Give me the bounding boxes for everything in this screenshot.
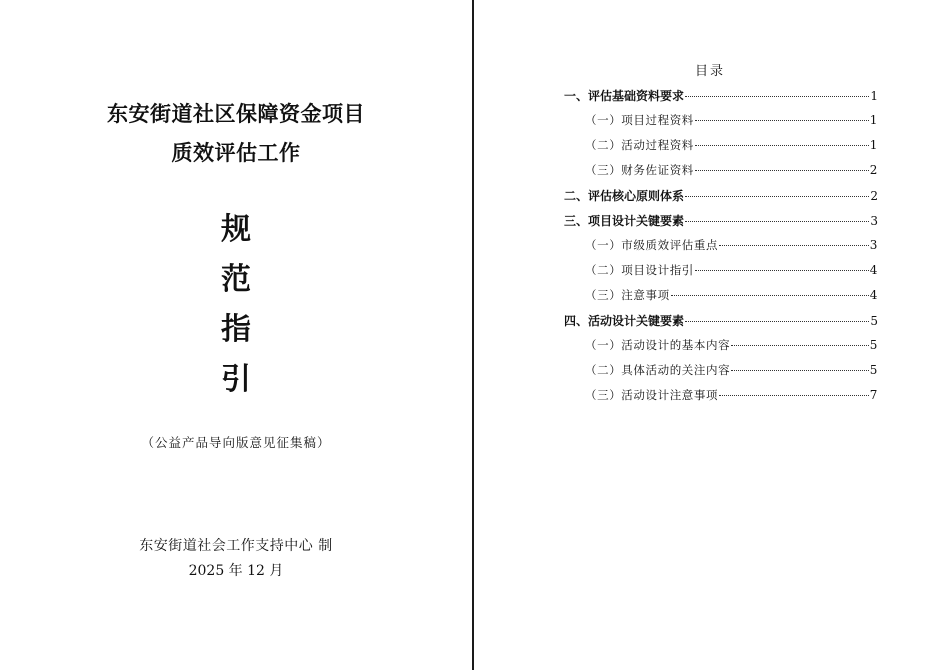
toc-entry-page: 5	[870, 314, 878, 328]
toc-entry-label: （一）活动设计的基本内容	[585, 338, 731, 352]
toc-entry-label: （三）注意事项	[585, 288, 670, 302]
toc-entry-label: （三）活动设计注意事项	[585, 388, 719, 402]
toc-entry[interactable]	[564, 237, 878, 262]
cover-big-char-4: 引	[221, 362, 251, 397]
toc-entry-label: 三、项目设计关键要素	[564, 214, 685, 228]
toc-entry[interactable]	[564, 137, 878, 162]
toc-entry-label: （二）活动过程资料	[585, 138, 694, 152]
toc-page	[474, 0, 946, 670]
toc-leader-dots	[695, 145, 869, 146]
toc-entry[interactable]	[564, 212, 878, 237]
toc-list	[564, 87, 878, 412]
toc-entry-label: （三）财务佐证资料	[585, 163, 694, 177]
toc-entry-page: 2	[869, 163, 878, 177]
toc-leader-dots	[731, 345, 869, 346]
toc-leader-dots	[685, 196, 869, 197]
toc-entry[interactable]	[564, 287, 878, 312]
toc-entry-page: 5	[869, 363, 878, 377]
toc-entry[interactable]	[564, 112, 878, 137]
cover-issuer: 东安街道社会工作支持中心 制	[139, 538, 333, 554]
toc-entry-page: 5	[869, 338, 878, 352]
toc-entry-page: 1	[869, 138, 878, 152]
toc-entry-page: 4	[869, 263, 878, 277]
toc-leader-dots	[671, 295, 869, 296]
toc-leader-dots	[719, 245, 869, 246]
toc-entry-label: （二）具体活动的关注内容	[585, 363, 731, 377]
toc-leader-dots	[685, 321, 869, 322]
cover-page	[0, 0, 472, 670]
toc-leader-dots	[731, 370, 869, 371]
toc-entry-label: （二）项目设计指引	[585, 263, 694, 277]
toc-entry-page: 1	[870, 89, 878, 103]
cover-date: 2025 年 12 月	[188, 563, 284, 579]
toc-leader-dots	[685, 96, 869, 97]
toc-entry-page: 3	[869, 238, 878, 252]
cover-big-char-3: 指	[221, 312, 251, 347]
toc-entry-page: 2	[870, 189, 878, 203]
toc-entry[interactable]	[564, 162, 878, 187]
toc-entry-page: 4	[869, 288, 878, 302]
toc-entry-label: 一、评估基础资料要求	[564, 89, 685, 103]
toc-entry[interactable]	[564, 312, 878, 337]
toc-leader-dots	[695, 270, 869, 271]
cover-big-char-2: 范	[221, 262, 251, 297]
toc-entry-page: 1	[869, 113, 878, 127]
toc-entry-label: （一）市级质效评估重点	[585, 238, 719, 252]
toc-entry-page: 7	[869, 388, 878, 402]
toc-entry-page: 3	[870, 214, 878, 228]
toc-entry[interactable]	[564, 362, 878, 387]
toc-entry-label: （一）项目过程资料	[585, 113, 694, 127]
cover-title-line-1: 东安街道社区保障资金项目	[107, 101, 365, 126]
cover-subtitle: （公益产品导向版意见征集稿）	[141, 435, 331, 450]
toc-leader-dots	[719, 395, 869, 396]
toc-entry[interactable]	[564, 87, 878, 112]
toc-entry[interactable]	[564, 387, 878, 412]
toc-entry-label: 四、活动设计关键要素	[564, 314, 685, 328]
cover-title-line-2: 质效评估工作	[171, 140, 301, 165]
toc-entry-label: 二、评估核心原则体系	[564, 189, 685, 203]
toc-heading: 目录	[694, 64, 725, 79]
toc-leader-dots	[685, 221, 869, 222]
toc-entry[interactable]	[564, 262, 878, 287]
cover-big-char-1: 规	[221, 212, 251, 247]
toc-entry[interactable]	[564, 337, 878, 362]
toc-entry[interactable]	[564, 187, 878, 212]
toc-leader-dots	[695, 170, 869, 171]
toc-leader-dots	[695, 120, 869, 121]
